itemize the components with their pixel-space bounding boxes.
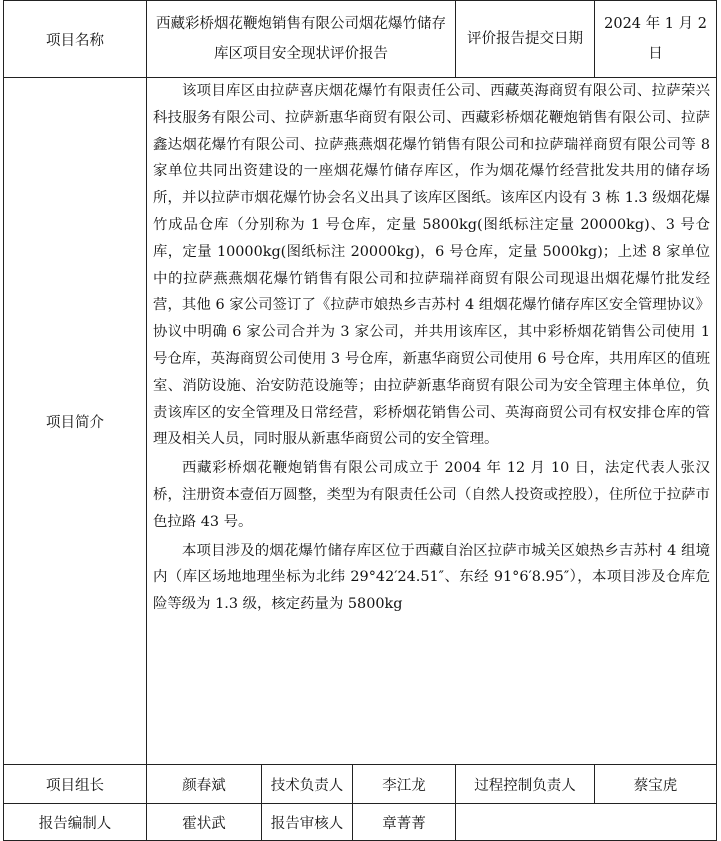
- report-date-label: 评价报告提交日期: [456, 1, 595, 78]
- staff-row-1: [4, 765, 717, 804]
- reviewer-value: 章菁菁: [353, 804, 456, 841]
- intro-row: [4, 78, 717, 765]
- reviewer-label: 报告审核人: [262, 804, 353, 841]
- intro-paragraph: 本项目涉及的烟花爆竹储存库区位于西藏自治区拉萨市城关区娘热乡吉苏村 4 组境内（库区场地地理坐标为北纬 29°42′24.51″、东经 91°6′8.95″），本项目涉及仓库危险等级为 1.3 级，核定药量为 5800kg: [153, 542, 711, 613]
- intro-paragraph: 该项目库区由拉萨喜庆烟花爆竹有限责任公司、西藏英海商贸有限公司、拉萨荣兴科技服务有限公司、拉萨新惠华商贸有限公司、西藏彩桥烟花鞭炮销售有限公司、拉萨鑫达烟花爆竹有限公司、拉萨燕燕烟花爆竹销售有限公司和拉萨瑞祥商贸有限公司等 8 家单位共同出资建设的一座烟花爆竹储存库区，作为烟花爆竹经营批发共用的储存场所，并以拉萨市烟花爆竹协会名义出具了该库区图纸。该库区内设有 3 栋 1.3 级烟花爆竹成品仓库（分别称为 1 号仓库，定量 5800kg(图纸标注定量 20000kg)、3 号仓库，定量 10000kg(图纸标注 20000kg)，6 号仓库，定量 5000kg)；上述 8 家单位中的拉萨燕燕烟花爆竹销售有限公司和拉萨瑞祥商贸有限公司现退出烟花爆竹批发经营，其他 6 家公司签订了《拉萨市娘热乡吉苏村 4 组烟花爆竹储存库区安全管理协议》协议中明确 6 家公司合并为 3 家公司，并共用该库区，其中彩桥烟花销售公司使用 1 号仓库，英海商贸公司使用 3 号仓库，新惠华商贸公司使用 6 号仓库，共用库区的值班室、消防设施、治安防范设施等；由拉萨新惠华商贸有限公司为安全管理主体单位，负责该库区的安全管理及日常经营，彩桥烟花销售公司、英海商贸公司有权安排仓库的管理及相关人员，同时服从新惠华商贸公司的安全管理。: [153, 83, 711, 448]
- process-control-label: 过程控制负责人: [456, 765, 595, 804]
- empty-cell: [456, 804, 717, 841]
- tech-lead-value: 李江龙: [353, 765, 456, 804]
- project-name-value: 西藏彩桥烟花鞭炮销售有限公司烟花爆竹储存库区项目安全现状评价报告: [147, 1, 456, 78]
- intro-paragraph: 西藏彩桥烟花鞭炮销售有限公司成立于 2004 年 12 月 10 日，法定代表人张汉桥，注册资本壹佰万圆整，类型为有限责任公司（自然人投资或控股），住所位于拉萨市色拉路 43 号。: [153, 460, 711, 530]
- team-leader-label: 项目组长: [4, 765, 147, 804]
- staff-row-2: [4, 804, 717, 841]
- project-name-label: 项目名称: [4, 1, 147, 78]
- compiler-value: 霍状武: [147, 804, 262, 841]
- process-control-value: 蔡宝虎: [595, 765, 717, 804]
- header-row: [4, 1, 717, 78]
- project-info-table: [3, 0, 717, 841]
- compiler-label: 报告编制人: [4, 804, 147, 841]
- team-leader-value: 颜春斌: [147, 765, 262, 804]
- intro-label: 项目简介: [4, 78, 147, 765]
- report-date-value: 2024 年 1 月 2 日: [595, 1, 717, 78]
- tech-lead-label: 技术负责人: [262, 765, 353, 804]
- intro-content: [147, 78, 717, 765]
